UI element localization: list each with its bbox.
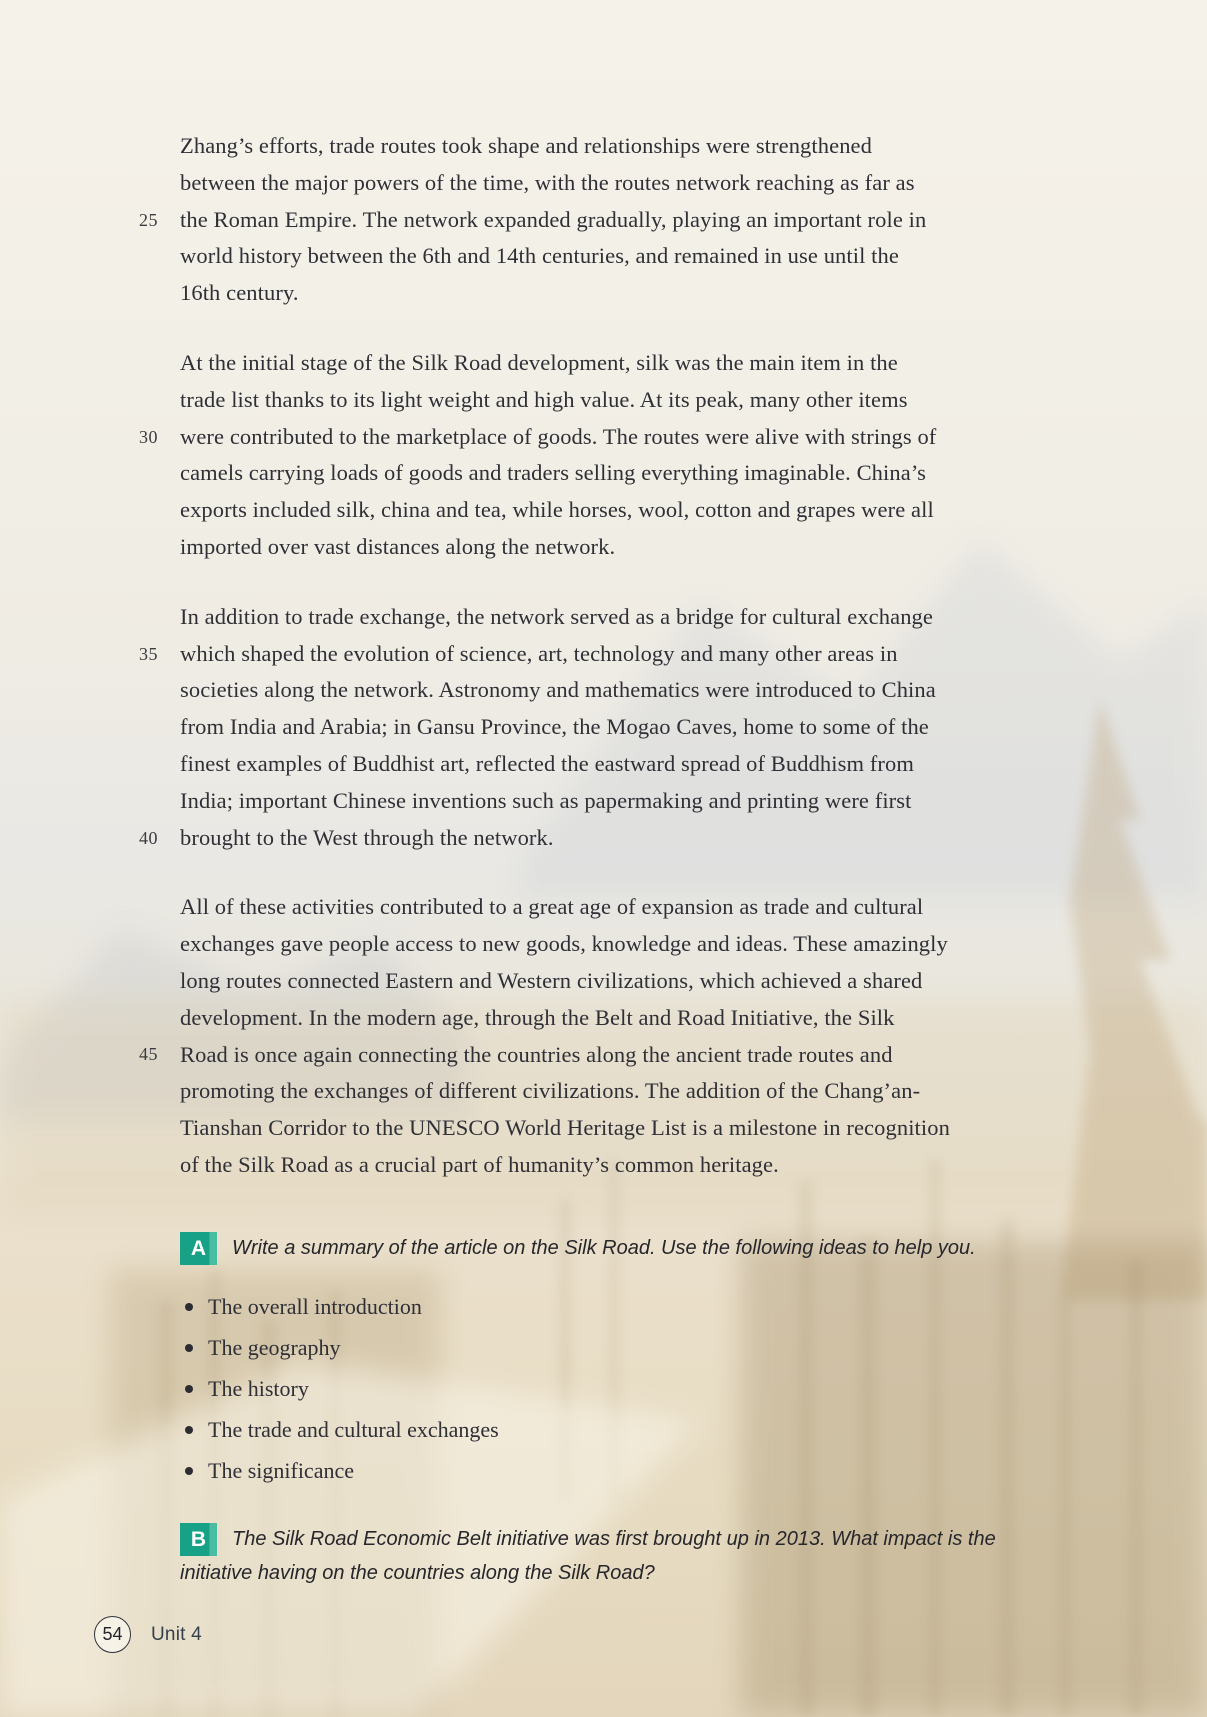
- list-item: The geography: [180, 1327, 1000, 1368]
- task-a-idea-list: [180, 1286, 1000, 1491]
- page-number-badge: [94, 1616, 131, 1653]
- paragraph-1: 25 Zhang’s efforts, trade routes took shape and relationships were strengthened between the major powers of the time, with the routes network reaching as far as the Roman Empire. The network expanded gradually, playing an important role in world history between the 6th and 14th centuries, and remained in use until the 16th century.: [180, 128, 1100, 312]
- task-a-badge: A: [180, 1232, 217, 1265]
- task-b-question-line1: The Silk Road Economic Belt initiative was first brought up in 2013. What impact is the: [232, 1528, 996, 1550]
- bullet-icon: [185, 1344, 193, 1352]
- bullet-icon: [185, 1385, 193, 1393]
- bullet-icon: [185, 1426, 193, 1434]
- task-b: [180, 1522, 1100, 1590]
- line-number-30: 30: [139, 426, 158, 447]
- page-number: 54: [102, 1624, 123, 1644]
- unit-label: Unit 4: [151, 1623, 202, 1645]
- list-item: The significance: [180, 1450, 1000, 1491]
- bullet-icon: [185, 1467, 193, 1475]
- list-item: The overall introduction: [180, 1286, 1000, 1327]
- bullet-icon: [185, 1303, 193, 1311]
- article-text: [139, 128, 1100, 1217]
- task-b-question-line2: initiative having on the countries along the Silk Road?: [180, 1562, 655, 1584]
- list-item: The history: [180, 1368, 1000, 1409]
- line-number-45: 45: [139, 1044, 158, 1065]
- page-footer: [94, 1616, 202, 1653]
- task-a: [180, 1231, 1100, 1265]
- task-a-instruction: Write a summary of the article on the Silk Road. Use the following ideas to help you.: [232, 1237, 976, 1259]
- paragraph-3: 35 40 In addition to trade exchange, the network served as a bridge for cultural exchange which shaped the evolution of science, art, technology and many other areas in societies along the network. Astronomy and mathematics were introduced to China from India and Arabia; in Gansu Province, the Mogao Caves, home to some of the finest examples of Buddhist art, reflected the eastward spread of Buddhism from India; important Chinese inventions such as papermaking and printing were first brought to the West through the network.: [180, 599, 1100, 857]
- paragraph-4: 45 All of these activities contributed to a great age of expansion as trade and cultural exchanges gave people access to new goods, knowledge and ideas. These amazingly long routes connected Eastern and Western civilizations, which achieved a shared development. In the modern age, through the Belt and Road Initiative, the Silk Road is once again connecting the countries along the ancient trade routes and promoting the exchanges of different civilizations. The addition of the Chang’an- Tianshan Corridor to the UNESCO World Heritage List is a milestone in recognition of the Silk Road as a crucial part of humanity’s common heritage.: [180, 889, 1100, 1183]
- task-b-badge: B: [180, 1523, 217, 1556]
- line-number-35: 35: [139, 643, 158, 664]
- line-number-40: 40: [139, 827, 158, 848]
- paragraph-2: 30 At the initial stage of the Silk Road development, silk was the main item in the trade list thanks to its light weight and high value. At its peak, many other items were contributed to the marketplace of goods. The routes were alive with strings of camels carrying loads of goods and traders selling everything imaginable. China’s exports included silk, china and tea, while horses, wool, cotton and grapes were all imported over vast distances along the network.: [180, 345, 1100, 566]
- line-number-25: 25: [139, 210, 158, 230]
- list-item: The trade and cultural exchanges: [180, 1409, 1000, 1450]
